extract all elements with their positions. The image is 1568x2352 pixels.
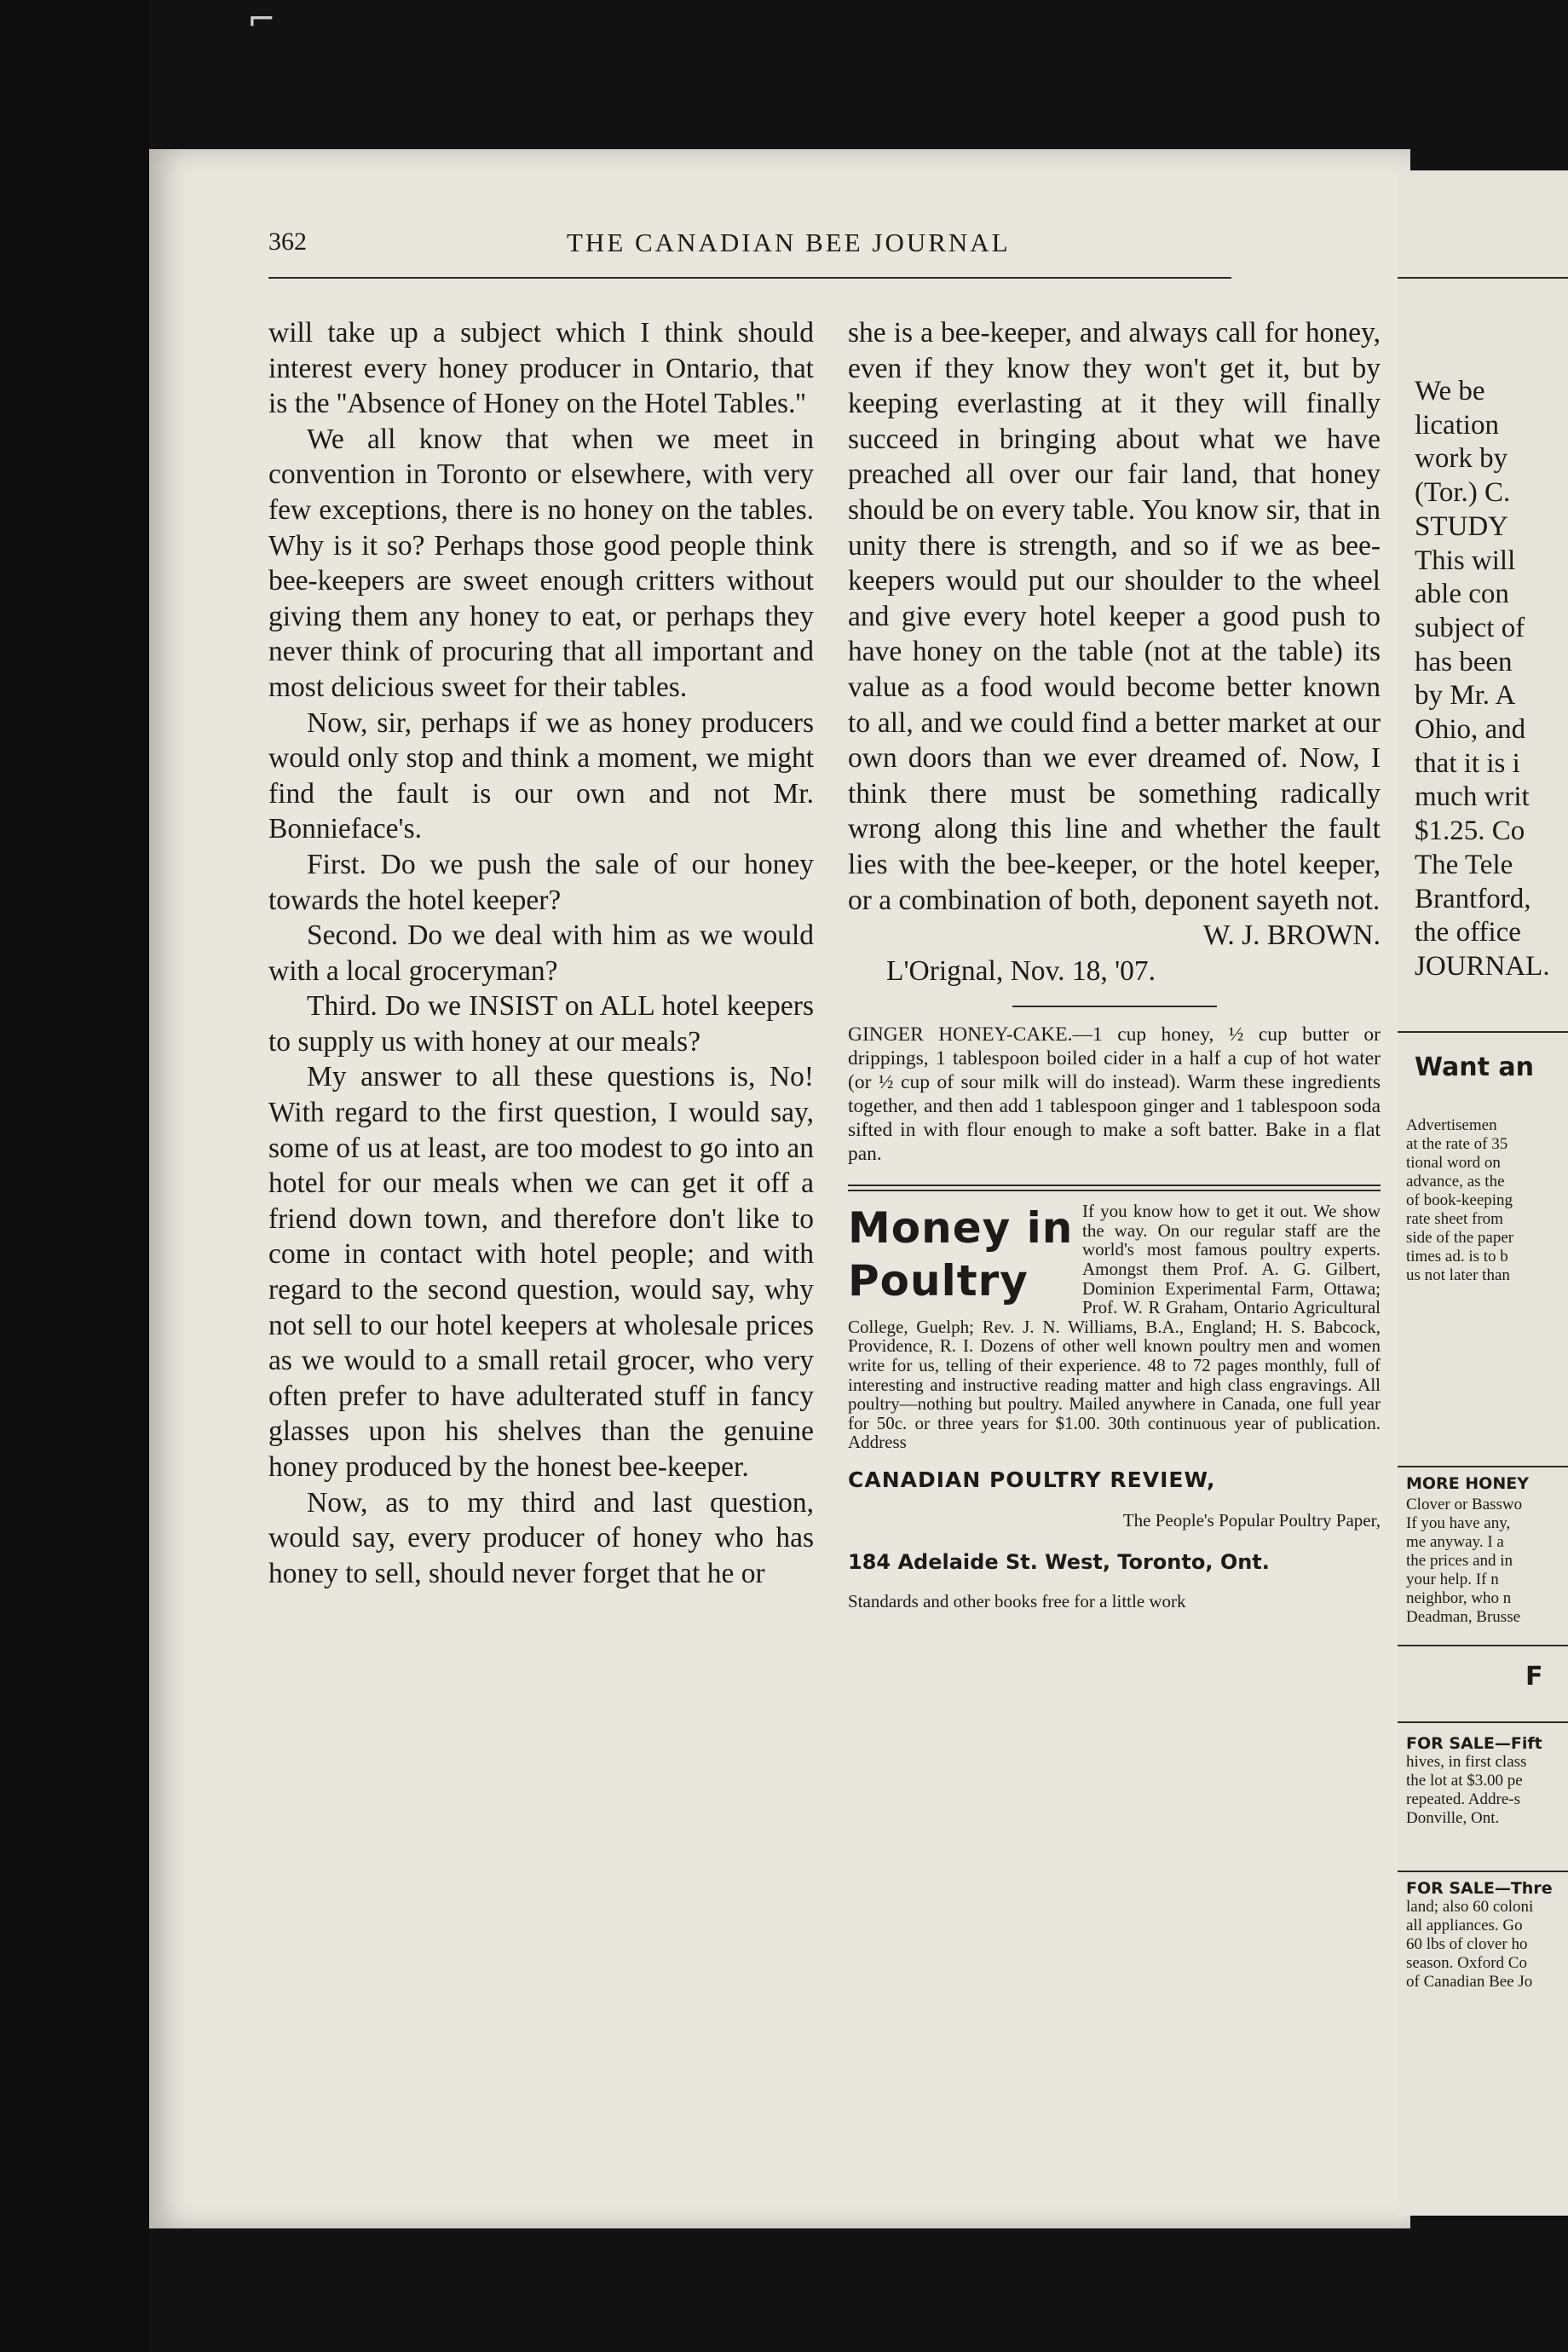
fragment-line: side of the paper bbox=[1406, 1229, 1514, 1247]
section-rule bbox=[1012, 1006, 1217, 1007]
fragment-line: much writ bbox=[1415, 781, 1530, 813]
fragment-line: neighbor, who n bbox=[1406, 1589, 1512, 1607]
fragment-line: $1.25. Co bbox=[1415, 816, 1525, 847]
paragraph: Now, sir, perhaps if we as honey producers would only stop and think a moment, we might find the fault is our own and not Mr. Bonnieface's. bbox=[268, 706, 814, 845]
right-column bbox=[848, 315, 1381, 1619]
fragment-line: The Tele bbox=[1415, 849, 1513, 880]
running-head: THE CANADIAN BEE JOURNAL bbox=[567, 228, 1011, 257]
fragment-line: FOR SALE—Fift bbox=[1406, 1734, 1542, 1753]
left-column bbox=[268, 315, 814, 1591]
paragraph: Now, as to my third and last question, would say, every producer of honey who has honey to sell, should never forget that he or bbox=[268, 1486, 814, 1589]
fragment-line: has been bbox=[1415, 646, 1513, 677]
paragraph: Third. Do we INSIST on ALL hotel keepers to supply us with honey at our meals? bbox=[268, 990, 814, 1058]
fragment-line: your help. If n bbox=[1406, 1571, 1499, 1588]
fragment-line: the lot at $3.00 pe bbox=[1406, 1772, 1523, 1790]
facing-rule bbox=[1398, 1871, 1568, 1872]
fragment-line: work by bbox=[1415, 443, 1508, 475]
journal-page bbox=[149, 149, 1410, 2228]
fragment-line: Donville, Ont. bbox=[1406, 1809, 1500, 1827]
recipe bbox=[848, 1023, 1381, 1166]
fragment-line: times ad. is to b bbox=[1406, 1248, 1508, 1265]
fragment-line: the prices and in bbox=[1406, 1552, 1513, 1570]
poultry-advertisement bbox=[848, 1202, 1381, 1619]
recipe-body: —1 cup honey, ½ cup butter or drippings, 1 tablespoon boiled cider in a half a cup of hot water (or ½ cup of sour milk will do instead). Warm these ingredients together, and then add 1 tablespoon ginger and 1 tablespoon soda sifted in with flour enough to make a soft batter. Bake in a flat pan. bbox=[848, 1023, 1381, 1166]
fragment-line: us not later than bbox=[1406, 1266, 1510, 1284]
header-rule bbox=[268, 277, 1231, 279]
fragment-line: at the rate of 35 bbox=[1406, 1135, 1508, 1153]
fragment-line: Brantford, bbox=[1415, 883, 1531, 914]
ad-headline bbox=[848, 1202, 1074, 1307]
fragment-line: of Canadian Bee Jo bbox=[1406, 1973, 1533, 1991]
fragment-line: that it is i bbox=[1415, 747, 1520, 779]
fragment-line: tional word on bbox=[1406, 1154, 1501, 1172]
author-signature: W. J. BROWN. bbox=[1202, 919, 1381, 952]
more-honey-heading: MORE HONEY bbox=[1406, 1474, 1529, 1493]
fragment-line: me anyway. I a bbox=[1406, 1533, 1504, 1551]
facing-rule bbox=[1398, 1721, 1568, 1723]
dateline: L'Orignal, Nov. 18, '07. bbox=[886, 954, 1156, 987]
background-left bbox=[0, 0, 149, 2352]
facing-header-rule bbox=[1398, 277, 1568, 279]
paragraph: We all know that when we meet in convention in Toronto or elsewhere, with very few exceptions, there is no honey on the tables. Why is it so? Perhaps those good people think bee-keepers are sweet enough critters without giving them any honey to eat, or perhaps they never think of procuring that all important and most delicious sweet for their tables. bbox=[268, 423, 814, 703]
ad-headline-line: Poultry bbox=[848, 1256, 1029, 1306]
fragment-line: by Mr. A bbox=[1415, 680, 1516, 712]
ad-footer: Standards and other books free for a little work bbox=[848, 1590, 1186, 1611]
fragment-line: lication bbox=[1415, 409, 1499, 441]
fragment-line: (Tor.) C. bbox=[1415, 477, 1511, 509]
fragment-line: able con bbox=[1415, 579, 1509, 610]
facing-rule bbox=[1398, 1031, 1568, 1033]
paragraph: First. Do we push the sale of our honey towards the hotel keeper? bbox=[268, 848, 814, 916]
recipe-title: GINGER HONEY-CAKE. bbox=[848, 1023, 1073, 1046]
fragment-line: JOURNAL. bbox=[1415, 950, 1550, 982]
fragment-line: repeated. Addre-s bbox=[1406, 1790, 1520, 1808]
paragraph: My answer to all these questions is, No! With regard to the first question, I would say, some of us at least, are too modest to go into an hotel for our meals when we can get it off a friend down town, and therefore don't like to come in contact with hotel people; and with regard to the second question, would say, why not sell to our hotel keepers at wholesale prices as we would to a small retail grocer, who very often prefer to have adulterated stuff in fancy glasses upon his shelves than the genuine honey produced by the honest bee-keeper. bbox=[268, 1061, 814, 1483]
fragment-line: We be bbox=[1415, 376, 1485, 406]
fragment-line: This will bbox=[1415, 545, 1516, 576]
background-mark: ⌐ bbox=[247, 0, 276, 39]
section-letter: F bbox=[1525, 1662, 1543, 1692]
fragment-line: advance, as the bbox=[1406, 1173, 1505, 1190]
fragment-line: hives, in first class bbox=[1406, 1753, 1527, 1771]
facing-rule bbox=[1398, 1466, 1568, 1467]
ad-border bbox=[848, 1185, 1381, 1191]
ad-body: If you know how to get it out. We show the way. On our regular staff are the world's most famous poultry experts. Amongst them Prof. A. G. Gilbert, Dominion Experimental Farm, Ottawa; Prof. W. R Graham, Ontario Agricultural College, Guelph; Rev. J. N. Williams, B.A., England; H. S. Babcock, Providence, R. I. Dozens of other well known poultry men and women write for us, telling of their experience. 48 to 72 pages monthly, full of interesting and instructive reading matter and high class engravings. All poultry—nothing but poultry. Mailed anywhere in Canada, one full year for 50c. or three years for $1.00. 30th continuous year of publication. Address bbox=[848, 1201, 1381, 1453]
fragment-line: Deadman, Brusse bbox=[1406, 1608, 1521, 1626]
page-header bbox=[268, 228, 1376, 279]
ad-headline-line: Money in bbox=[848, 1203, 1074, 1254]
fragment-line: the office bbox=[1415, 917, 1521, 948]
fragment-line: land; also 60 coloni bbox=[1406, 1898, 1534, 1916]
want-heading: Want an bbox=[1415, 1052, 1535, 1082]
page-number: 362 bbox=[268, 228, 307, 256]
facing-rule bbox=[1398, 1645, 1568, 1646]
fragment-line: Advertisemen bbox=[1406, 1116, 1497, 1134]
fragment-line: of book-keeping bbox=[1406, 1191, 1513, 1209]
fragment-line: subject of bbox=[1415, 612, 1525, 643]
fragment-line: rate sheet from bbox=[1406, 1210, 1503, 1228]
paragraph: Second. Do we deal with him as we would with a local groceryman? bbox=[268, 919, 814, 987]
ad-tagline: The People's Popular Poultry Paper, bbox=[1122, 1509, 1381, 1531]
paragraph: will take up a subject which I think should interest every honey producer in Ontario, that is the ''Absence of Honey on the Hotel Tables.'' bbox=[268, 317, 814, 420]
fragment-line: 60 lbs of clover ho bbox=[1406, 1935, 1528, 1953]
facing-page-fragment bbox=[1398, 170, 1568, 2216]
fragment-line: STUDY bbox=[1415, 510, 1509, 542]
fragment-line: Ohio, and bbox=[1415, 714, 1526, 745]
fragment-line: FOR SALE—Thre bbox=[1406, 1879, 1553, 1898]
fragment-line: Clover or Basswo bbox=[1406, 1496, 1523, 1513]
fragment-line: all appliances. Go bbox=[1406, 1917, 1523, 1934]
fragment-line: season. Oxford Co bbox=[1406, 1954, 1527, 1972]
paragraph: she is a bee-keeper, and always call for honey, even if they know they won't get it, but by keeping everlasting at it they will finally succeed in bringing about what we have preached all over our fair land, that honey should be on every table. You know sir, that in unity there is strength, and so if we as bee-keepers would put our shoulder to the wheel and give every hotel keeper a good push to have honey on the table (not at the table) its value as a food would become better known to all, and we could find a better market at our own doors than we ever dreamed of. Now, I think there must be something radically wrong along this line and whether the fault lies with the bee-keeper, or the hotel keeper, or a combination of both, deponent sayeth not. bbox=[848, 317, 1381, 916]
ad-publication-name: CANADIAN POULTRY REVIEW, bbox=[848, 1467, 1216, 1492]
ad-address: 184 Adelaide St. West, Toronto, Ont. bbox=[848, 1550, 1270, 1575]
fragment-line: If you have any, bbox=[1406, 1514, 1511, 1532]
